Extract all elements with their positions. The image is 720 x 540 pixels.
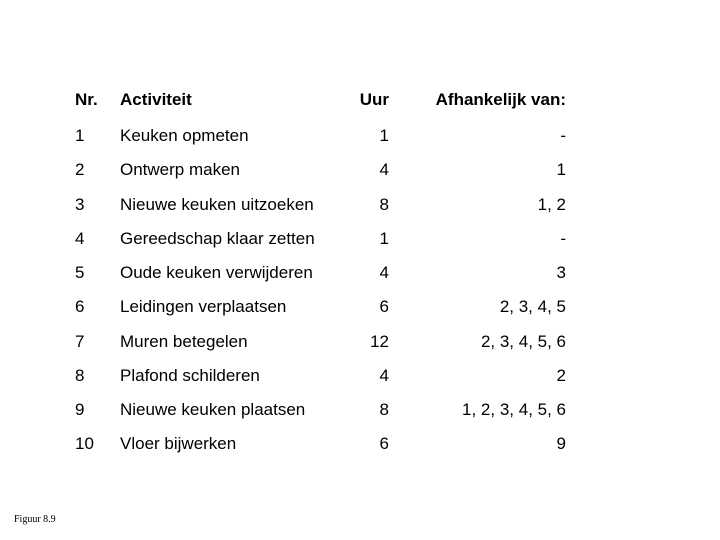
row-1-nr: 1 bbox=[75, 126, 85, 145]
row-3-afhankelijk: 1, 2 bbox=[537, 195, 566, 214]
row-7-nr: 7 bbox=[75, 332, 85, 351]
row-10-afhankelijk: 9 bbox=[556, 434, 566, 453]
row-7-afhankelijk: 2, 3, 4, 5, 6 bbox=[480, 332, 566, 351]
row-9-uur: 8 bbox=[379, 400, 389, 419]
header-afhankelijk: Afhankelijk van: bbox=[435, 90, 566, 109]
row-5-uur: 4 bbox=[379, 263, 389, 282]
row-6-nr: 6 bbox=[75, 297, 85, 316]
row-6-activiteit: Leidingen verplaatsen bbox=[120, 297, 287, 316]
row-3-uur: 8 bbox=[379, 195, 389, 214]
row-2-afhankelijk: 1 bbox=[556, 160, 566, 179]
header-nr: Nr. bbox=[75, 90, 98, 109]
row-10-nr: 10 bbox=[75, 434, 94, 453]
header-activiteit: Activiteit bbox=[120, 90, 192, 109]
row-6-uur: 6 bbox=[379, 297, 389, 316]
row-10-activiteit: Vloer bijwerken bbox=[120, 434, 237, 453]
row-6-afhankelijk: 2, 3, 4, 5 bbox=[499, 297, 566, 316]
row-2-uur: 4 bbox=[379, 160, 389, 179]
row-8-uur: 4 bbox=[379, 366, 389, 385]
row-9-activiteit: Nieuwe keuken plaatsen bbox=[120, 400, 306, 419]
row-1-activiteit: Keuken opmeten bbox=[120, 126, 249, 145]
row-4-uur: 1 bbox=[379, 229, 389, 248]
row-7-activiteit: Muren betegelen bbox=[120, 332, 248, 351]
row-8-afhankelijk: 2 bbox=[556, 366, 566, 385]
row-4-afhankelijk: - bbox=[560, 229, 566, 248]
row-3-activiteit: Nieuwe keuken uitzoeken bbox=[120, 195, 314, 214]
row-10-uur: 6 bbox=[379, 434, 389, 453]
row-8-nr: 8 bbox=[75, 366, 85, 385]
row-8-activiteit: Plafond schilderen bbox=[120, 366, 260, 385]
figure-caption: Figuur 8.9 bbox=[14, 514, 56, 525]
row-9-nr: 9 bbox=[75, 400, 85, 419]
row-7-uur: 12 bbox=[370, 332, 389, 351]
row-1-afhankelijk: - bbox=[560, 126, 566, 145]
header-uur: Uur bbox=[359, 90, 389, 109]
row-2-nr: 2 bbox=[75, 160, 85, 179]
row-4-nr: 4 bbox=[75, 229, 85, 248]
row-1-uur: 1 bbox=[379, 126, 389, 145]
row-5-activiteit: Oude keuken verwijderen bbox=[120, 263, 313, 282]
row-5-afhankelijk: 3 bbox=[556, 263, 566, 282]
row-9-afhankelijk: 1, 2, 3, 4, 5, 6 bbox=[462, 400, 566, 419]
row-5-nr: 5 bbox=[75, 263, 85, 282]
row-4-activiteit: Gereedschap klaar zetten bbox=[120, 229, 315, 248]
row-2-activiteit: Ontwerp maken bbox=[120, 160, 240, 179]
row-3-nr: 3 bbox=[75, 195, 85, 214]
